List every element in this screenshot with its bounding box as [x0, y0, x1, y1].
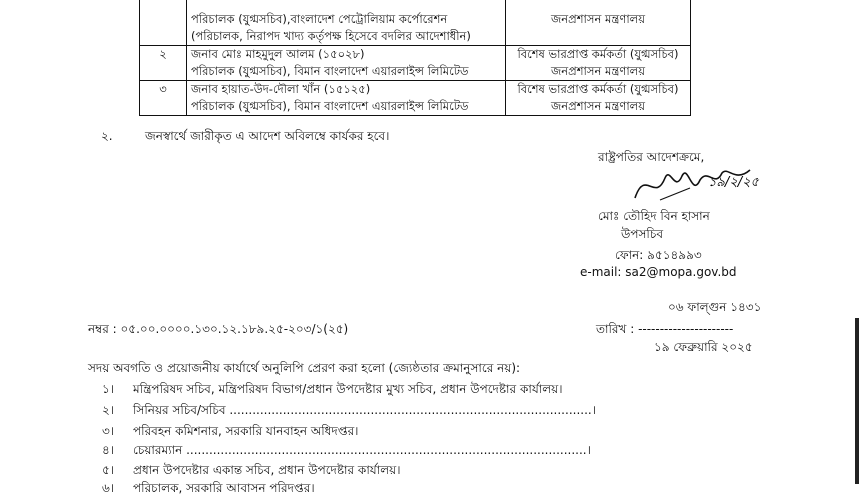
table-row — [140, 81, 691, 116]
list-item-number: ৬। — [102, 481, 115, 495]
list-item: পরিবহন কমিশনার, সরকারি যানবাহন অধিদপ্তর। — [133, 424, 359, 438]
table-row — [140, 0, 691, 46]
assignment-line: জনপ্রশাসন মন্ত্রণালয় — [551, 64, 645, 78]
list-item: সিনিয়র সচিব/সচিব ...............................................................................................। — [133, 403, 596, 417]
signature-image — [630, 158, 760, 208]
list-item: মন্ত্রিপরিষদ সচিব, মন্ত্রিপরিষদ বিভাগ/প্রধান উপদেষ্টার মুখ্য সচিব, প্রধান উপদেষ্টার কার্যালয়। — [133, 382, 563, 396]
clause-text: জনস্বার্থে জারীকৃত এ আদেশ অবিলম্বে কার্যকর হবে। — [145, 129, 390, 143]
name-line: পরিচালক (যুগ্মসচিব), বিমান বাংলাদেশ এয়ারলাইন্স লিমিটেড — [191, 99, 469, 113]
signer-phone: ফোন: ৯৫১৪৯৯৩ — [615, 248, 702, 262]
date-bengali: ০৬ ফাল্গুন ১৪৩১ — [668, 300, 762, 314]
date-gregorian: ১৯ ফেব্রুয়ারি ২০২৫ — [654, 340, 753, 354]
list-item: পরিচালক, সরকারি আবাসন পরিদপ্তর। — [133, 481, 315, 495]
name-line: পরিচালক (যুগ্মসচিব), বিমান বাংলাদেশ এয়ারলাইন্স লিমিটেড — [191, 64, 469, 78]
transfer-order-table — [139, 0, 691, 116]
name-cell — [187, 81, 506, 116]
page-edge — [855, 318, 859, 484]
name-line: পরিচালক (যুগ্মসচিব),বাংলাদেশ পেট্রোলিয়াম কর্পোরেশন — [191, 12, 448, 26]
list-item-number: ৩। — [102, 424, 115, 438]
date-label: তারিখ : ---------------------- — [596, 322, 734, 336]
name-cell — [187, 46, 506, 81]
signer-designation: উপসচিব — [621, 227, 664, 241]
serial-cell: ২ — [140, 46, 187, 81]
assignment-cell — [506, 0, 691, 46]
assignment-line: বিশেষ ভারপ্রাপ্ত কর্মকর্তা (যুগ্মসচিব) — [517, 47, 679, 61]
list-item-number: ৫। — [102, 463, 115, 477]
assignment-cell — [506, 81, 691, 116]
handwritten-date: ১৯/২/২৫ — [708, 175, 759, 190]
signer-email: e-mail: sa2@mopa.gov.bd — [580, 265, 737, 279]
serial-cell: ৩ — [140, 81, 187, 116]
assignment-line: জনপ্রশাসন মন্ত্রণালয় — [551, 12, 645, 26]
list-item-number: ১। — [102, 382, 115, 396]
signer-name: মোঃ তৌহিদ বিন হাসান — [598, 209, 710, 223]
list-item: চেয়ারম্যান .........................................................................................................। — [133, 443, 591, 457]
assignment-line: বিশেষ ভারপ্রাপ্ত কর্মকর্তা (যুগ্মসচিব) — [517, 82, 679, 96]
name-line: জনাব হায়াত-উদ-দৌলা খাঁন (১৫১২৫) — [191, 82, 371, 96]
name-cell — [187, 0, 506, 46]
list-item-number: ৪। — [102, 443, 115, 457]
clause-number: ২. — [101, 129, 113, 143]
name-line: (পরিচালক, নিরাপদ খাদ্য কর্তৃপক্ষ হিসেবে বদলির আদেশাধীন) — [191, 29, 471, 43]
list-item: প্রধান উপদেষ্টার একান্ত সচিব, প্রধান উপদেষ্টার কার্যালয়। — [133, 463, 401, 477]
memo-number: নম্বর : ০৫.০০.০০০০.১৩০.১২.১৮৯.২৫-২০৩/১(২৫) — [88, 322, 349, 336]
assignment-line — [510, 0, 686, 11]
list-item-number: ২। — [102, 403, 115, 417]
table-row — [140, 46, 691, 81]
distribution-intro: সদয় অবগতি ও প্রয়োজনীয় কার্যার্থে অনুলিপি প্রেরণ করা হলো (জ্যেষ্ঠতার ক্রমানুসারে নয়): — [88, 361, 521, 375]
serial-cell — [140, 0, 187, 46]
name-line: জনাব মোঃ মাহমুদুল আলম (১৫০২৮) — [191, 47, 365, 61]
order-line: রাষ্ট্রপতির আদেশক্রমে, — [598, 150, 705, 164]
assignment-cell — [506, 46, 691, 81]
assignment-line: জনপ্রশাসন মন্ত্রণালয় — [551, 99, 645, 113]
